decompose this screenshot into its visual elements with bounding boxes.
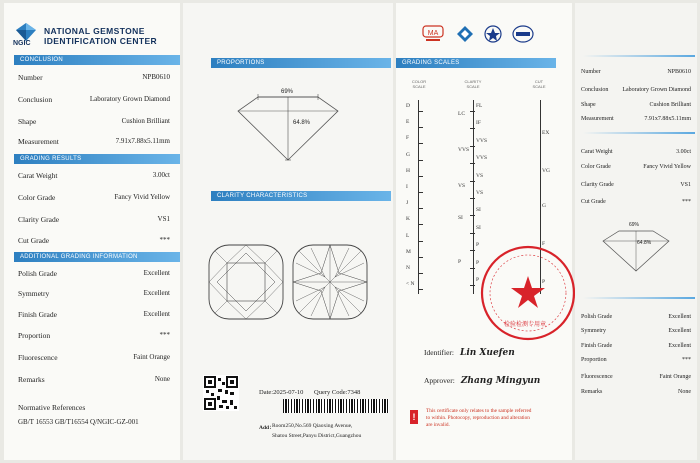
scale-tick (418, 192, 423, 193)
field-conclusion: Conclusion Laboratory Grown Diamond (18, 95, 170, 104)
divider-mid (583, 132, 695, 134)
card-measurement: Measurement 7.91x7.88x5.11mm (581, 116, 691, 122)
color-grade-label: D (406, 103, 410, 109)
scale-tick (470, 233, 475, 234)
clarity-grade-label: SI (476, 224, 481, 231)
conclusion-heading: CONCLUSION (14, 55, 180, 65)
references-text: GB/T 16553 GB/T16554 Q/NGIC-GZ-001 (18, 418, 139, 426)
table-percentage: 69% (281, 89, 294, 95)
approver-signature: Approver: Zhang Mingyun (424, 376, 541, 386)
color-grade-label: I (406, 184, 408, 190)
color-grade-label: J (406, 200, 409, 207)
card-table-percentage: 69% (629, 222, 640, 228)
divider-top (583, 55, 695, 57)
address-label: Add： (259, 425, 275, 431)
field-clarity: Clarity Grade VS1 (18, 215, 170, 224)
proportion-profile-diagram (213, 85, 363, 165)
field-fluorescence: Fluorescence Faint Orange (18, 353, 170, 362)
clarity-group-label: LC (458, 111, 466, 117)
org-name-line2: IDENTIFICATION CENTER (44, 36, 158, 46)
card-proportion: Proportion *** (581, 357, 691, 363)
grading-scales-heading: GRADING SCALES (396, 58, 556, 68)
additional-info-heading: ADDITIONAL GRADING INFORMATION (14, 252, 180, 262)
clarity-grade-label: VS (476, 172, 484, 179)
approver-name: Zhang Mingyun (460, 376, 541, 386)
card-clarity: Clarity Grade VS1 (581, 182, 691, 188)
address-line2: Shatou Street,Panyu District,Guangzhou (272, 433, 362, 439)
warning-icon: ! (410, 410, 418, 424)
ilac-logo-icon (456, 25, 474, 43)
clarity-grade-label: VVS (476, 137, 488, 144)
barcode (283, 399, 389, 413)
cut-grade-label: EX (542, 130, 550, 136)
scale-tick (418, 127, 423, 128)
ngic-seal-logo-icon (512, 25, 534, 43)
card-polish: Polish Grade Excellent (581, 314, 691, 320)
grading-results-heading: GRADING RESULTS (14, 154, 180, 164)
field-polish: Polish Grade Excellent (18, 269, 170, 278)
seal-center-text: 检验检测专用章 (504, 321, 547, 328)
color-grade-label: N (406, 265, 410, 271)
card-remarks: Remarks None (581, 389, 691, 395)
identifier-name: Lin Xuefen (460, 348, 515, 358)
scale-tick (470, 146, 475, 147)
scale-tick (470, 198, 475, 199)
clarity-grade-label: IF (476, 120, 481, 127)
field-symmetry: Symmetry Excellent (18, 289, 170, 298)
color-grade-label: F (406, 135, 410, 142)
color-grade-label: < N (406, 281, 415, 288)
cut-grade-label: F (542, 241, 546, 247)
scale-tick (470, 128, 475, 129)
color-grade-label: G (406, 151, 410, 158)
clarity-group-label: VS (458, 183, 466, 189)
cnas-logo-icon (484, 25, 502, 43)
clarity-grade-label: P (476, 277, 480, 283)
clarity-characteristics-heading: CLARITY CHARACTERISTICS (211, 191, 391, 201)
color-grade-label: L (406, 232, 410, 239)
query-code: Query Code:7348 (314, 389, 361, 396)
scale-tick (418, 208, 423, 209)
card-color: Color Grade Fancy Vivid Yellow (581, 164, 691, 170)
scale-tick (470, 285, 475, 286)
org-name-line1: NATIONAL GEMSTONE (44, 26, 145, 36)
color-scale-heading: COLOR SCALE (411, 79, 427, 89)
scales-panel (396, 3, 572, 460)
certificate-card-panel (575, 3, 697, 460)
scale-tick (470, 163, 475, 164)
scale-tick (470, 215, 475, 216)
org-abbr: NGIC (13, 40, 31, 47)
card-carat: Carat Weight 3.00ct (581, 149, 691, 155)
color-grade-label: E (406, 119, 410, 126)
cut-scale-heading: CUT SCALE (532, 79, 546, 89)
field-cut: Cut Grade *** (18, 236, 170, 245)
address-line1: Room250,No.569 Qiaoxing Avenue, (272, 423, 353, 429)
scale-tick (418, 257, 423, 258)
card-cut: Cut Grade *** (581, 199, 691, 205)
proportions-heading: PROPORTIONS (211, 58, 391, 68)
clarity-grade-label: FL (476, 103, 483, 109)
clarity-plot-crown-diagram (207, 243, 285, 321)
clarity-group-label: P (458, 259, 462, 265)
scale-tick (418, 111, 423, 112)
scale-tick (418, 176, 423, 177)
scale-tick (470, 181, 475, 182)
field-remarks: Remarks None (18, 375, 170, 384)
scale-tick (418, 224, 423, 225)
color-scale (418, 100, 419, 294)
clarity-plot-pavilion-diagram (291, 243, 369, 321)
clarity-grade-label: VS (476, 190, 484, 196)
inspection-seal (478, 243, 578, 343)
diagrams-panel (183, 3, 393, 460)
cma-logo-icon (422, 25, 444, 43)
field-finish: Finish Grade Excellent (18, 310, 170, 319)
color-grade-label: M (406, 248, 411, 255)
divider-bottom (583, 297, 695, 299)
scale-tick (418, 289, 423, 290)
field-color: Color Grade Fancy Vivid Yellow (18, 193, 170, 202)
field-shape: Shape Cushion Brilliant (18, 117, 170, 126)
card-symmetry: Symmetry Excellent (581, 328, 691, 334)
field-number: Number NPB0610 (18, 73, 170, 82)
card-proportion-diagram (591, 225, 681, 275)
report-date: Date:2025-07-10 (259, 389, 304, 396)
color-grade-label: H (406, 167, 410, 174)
ngic-logo-icon (14, 22, 38, 42)
scale-tick (418, 273, 423, 274)
card-shape: Shape Cushion Brilliant (581, 102, 691, 108)
cut-grade-label: P (542, 279, 546, 285)
cut-grade-label: VG (542, 168, 550, 174)
clarity-scale-heading: CLARITY SCALE (464, 79, 482, 89)
qr-code-icon (203, 375, 239, 411)
references-heading: Normative References (18, 403, 86, 412)
clarity-grade-label: SI (476, 207, 481, 214)
depth-percentage: 64.8% (293, 120, 311, 126)
scale-tick (418, 143, 423, 144)
scale-tick (470, 250, 475, 251)
accreditation-logos (422, 25, 548, 43)
card-depth-percentage: 64.8% (637, 240, 652, 246)
scale-tick (418, 241, 423, 242)
clarity-grade-label: VVS (476, 155, 488, 162)
scale-tick (418, 160, 423, 161)
report-summary-panel (4, 3, 180, 460)
clarity-grade-label: P (476, 259, 480, 266)
clarity-group-label: VVS (458, 147, 470, 153)
cut-grade-label: G (542, 203, 546, 209)
field-measurement: Measurement 7.91x7.88x5.11mm (18, 137, 170, 146)
field-proportion: Proportion *** (18, 331, 170, 340)
card-number: Number NPB0610 (581, 69, 691, 75)
card-finish: Finish Grade Excellent (581, 343, 691, 349)
card-conclusion: Conclusion Laboratory Grown Diamond (581, 87, 691, 93)
scale-tick (470, 268, 475, 269)
clarity-group-label: SI (458, 215, 463, 221)
validity-notice: This certificate only relates to the sample referred to within. Photocopy, reproduction and alteration are invalid. (426, 408, 532, 428)
identifier-signature: Identifier: Lin Xuefen (424, 348, 515, 358)
field-carat: Carat Weight 3.00ct (18, 171, 170, 180)
scale-tick (470, 111, 475, 112)
card-fluorescence: Fluorescence Faint Orange (581, 374, 691, 380)
color-grade-label: K (406, 216, 410, 223)
clarity-grade-label: P (476, 242, 480, 249)
svg-text:MA: MA (427, 30, 439, 37)
